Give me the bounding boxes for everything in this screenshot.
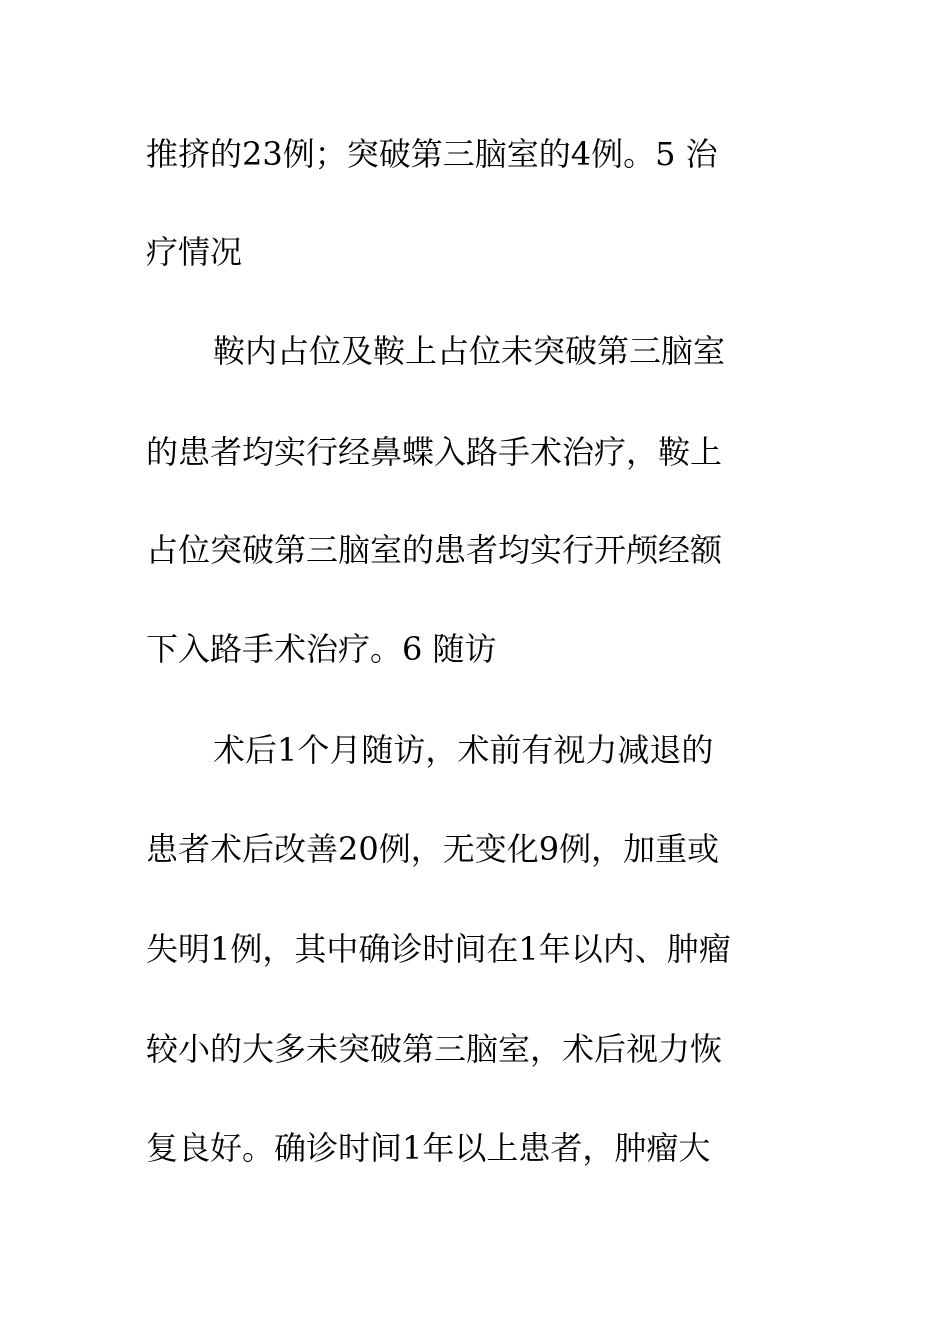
text-line: 复良好。确诊时间1年以上患者，肿瘤大 xyxy=(146,1129,711,1167)
text-line: 占位突破第三脑室的患者均实行开颅经额 xyxy=(146,531,723,569)
text-line: 较小的大多未突破第三脑室，术后视力恢 xyxy=(146,1030,723,1068)
text-line: 下入路手术治疗。6 随访 xyxy=(146,630,497,668)
paragraph-first-line: 术后1个月随访，术前有视力减退的 xyxy=(213,731,714,769)
text-line: 患者术后改善20例，无变化9例，加重或 xyxy=(146,830,720,868)
text-line: 失明1例，其中确诊时间在1年以内、肿瘤 xyxy=(146,930,731,968)
paragraph-first-line: 鞍内占位及鞍上占位未突破第三脑室 xyxy=(213,332,726,370)
text-line: 推挤的23例；突破第三脑室的4例。5 治 xyxy=(146,135,718,173)
text-line: 的患者均实行经鼻蝶入路手术治疗，鞍上 xyxy=(146,433,723,471)
text-line: 疗情况 xyxy=(146,233,243,271)
